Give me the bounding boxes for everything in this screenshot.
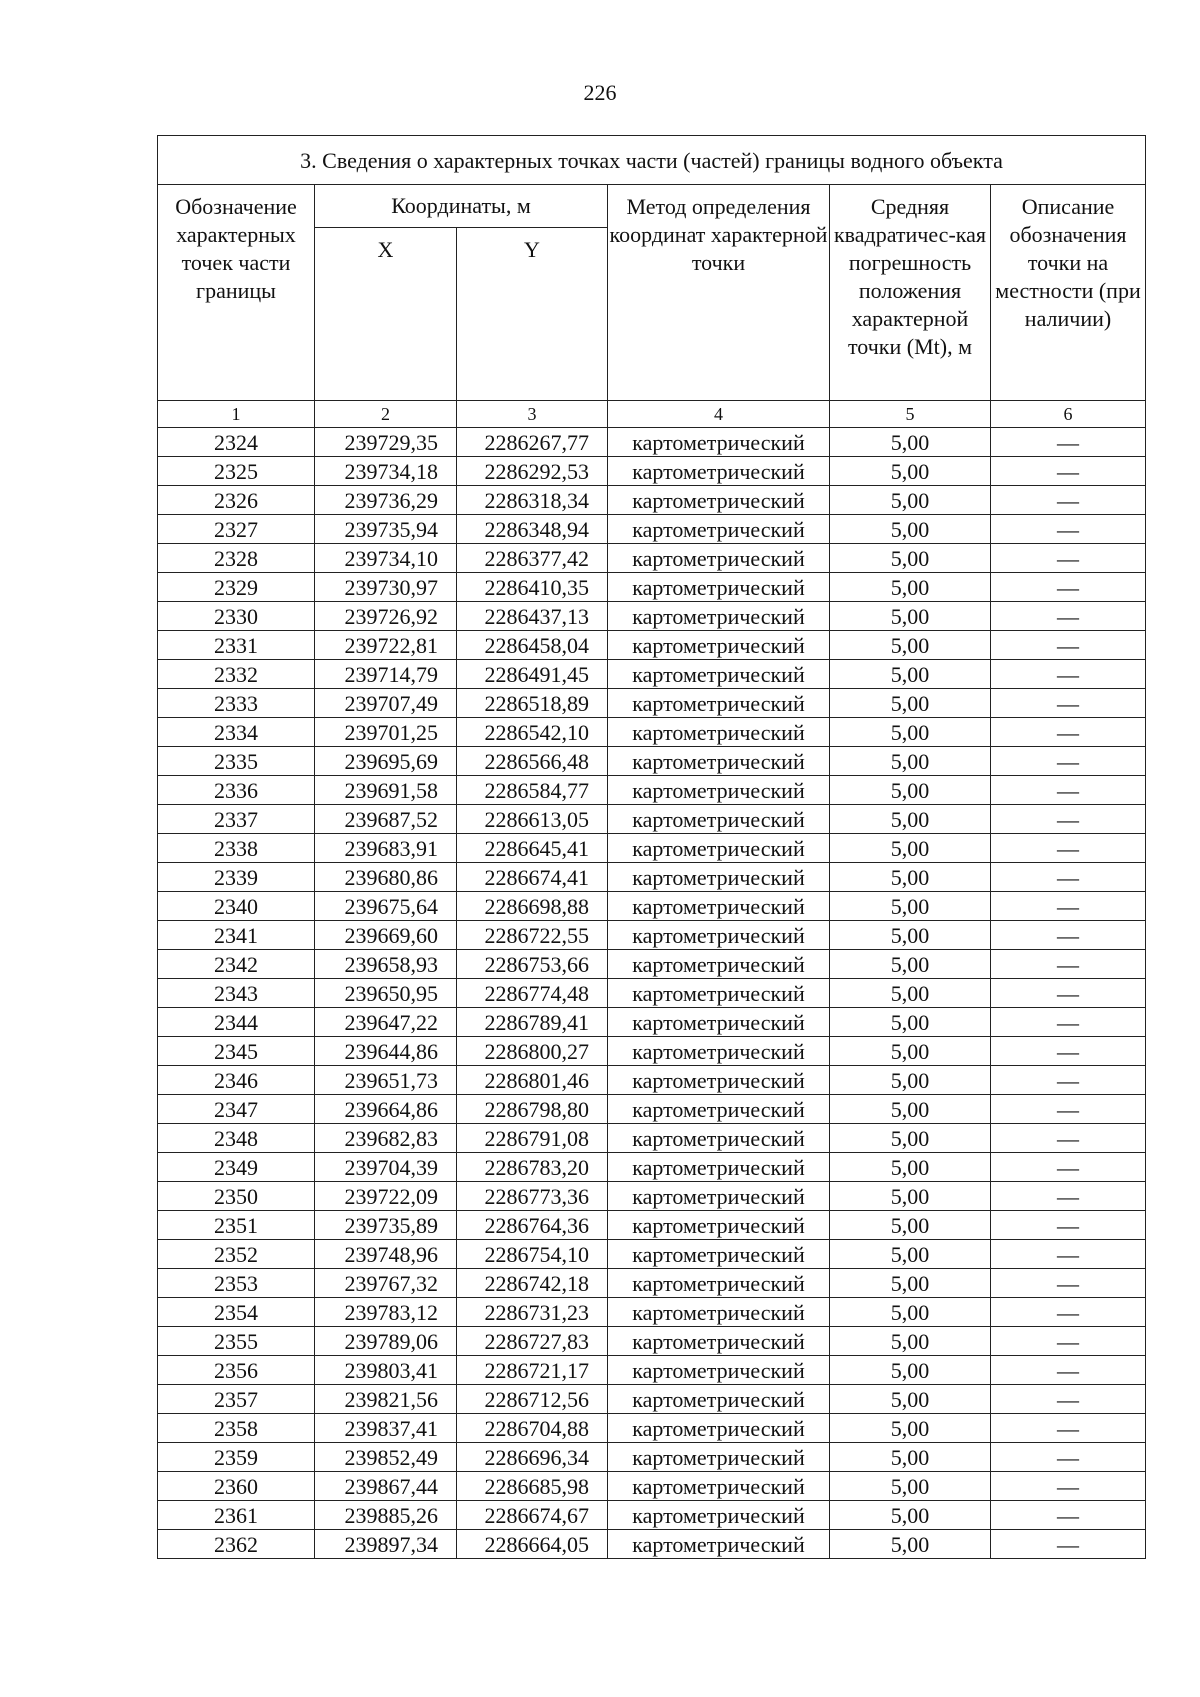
x-coordinate-cell: 239687,52 bbox=[315, 805, 457, 834]
accuracy-cell: 5,00 bbox=[830, 515, 991, 544]
description-cell: — bbox=[991, 776, 1146, 805]
y-coordinate-cell: 2286696,34 bbox=[457, 1443, 608, 1472]
method-cell: картометрический bbox=[608, 834, 830, 863]
table-row bbox=[158, 631, 1146, 660]
description-cell: — bbox=[991, 863, 1146, 892]
table-row bbox=[158, 979, 1146, 1008]
accuracy-cell: 5,00 bbox=[830, 1327, 991, 1356]
description-cell: — bbox=[991, 1327, 1146, 1356]
point-cell: 2348 bbox=[158, 1124, 315, 1153]
table-row bbox=[158, 1066, 1146, 1095]
point-cell: 2332 bbox=[158, 660, 315, 689]
method-cell: картометрический bbox=[608, 921, 830, 950]
table-row bbox=[158, 1298, 1146, 1327]
table-row bbox=[158, 1008, 1146, 1037]
table-row bbox=[158, 921, 1146, 950]
accuracy-cell: 5,00 bbox=[830, 805, 991, 834]
y-coordinate-cell: 2286318,34 bbox=[457, 486, 608, 515]
table-row bbox=[158, 1501, 1146, 1530]
y-coordinate-cell: 2286674,67 bbox=[457, 1501, 608, 1530]
table-row bbox=[158, 1269, 1146, 1298]
x-coordinate-cell: 239726,92 bbox=[315, 602, 457, 631]
description-cell: — bbox=[991, 573, 1146, 602]
y-coordinate-cell: 2286722,55 bbox=[457, 921, 608, 950]
method-cell: картометрический bbox=[608, 892, 830, 921]
point-cell: 2360 bbox=[158, 1472, 315, 1501]
method-cell: картометрический bbox=[608, 1327, 830, 1356]
method-cell: картометрический bbox=[608, 689, 830, 718]
description-cell: — bbox=[991, 747, 1146, 776]
point-cell: 2324 bbox=[158, 428, 315, 457]
y-coordinate-cell: 2286542,10 bbox=[457, 718, 608, 747]
y-coordinate-cell: 2286742,18 bbox=[457, 1269, 608, 1298]
table-row bbox=[158, 457, 1146, 486]
description-cell: — bbox=[991, 1008, 1146, 1037]
description-cell: — bbox=[991, 921, 1146, 950]
table-row bbox=[158, 1385, 1146, 1414]
table-row bbox=[158, 892, 1146, 921]
y-coordinate-cell: 2286789,41 bbox=[457, 1008, 608, 1037]
y-coordinate-cell: 2286801,46 bbox=[457, 1066, 608, 1095]
accuracy-cell: 5,00 bbox=[830, 776, 991, 805]
y-coordinate-cell: 2286377,42 bbox=[457, 544, 608, 573]
x-coordinate-cell: 239658,93 bbox=[315, 950, 457, 979]
x-coordinate-cell: 239691,58 bbox=[315, 776, 457, 805]
x-coordinate-cell: 239704,39 bbox=[315, 1153, 457, 1182]
column-number: 5 bbox=[830, 401, 991, 428]
table-row bbox=[158, 1182, 1146, 1211]
point-cell: 2351 bbox=[158, 1211, 315, 1240]
point-cell: 2361 bbox=[158, 1501, 315, 1530]
point-cell: 2349 bbox=[158, 1153, 315, 1182]
accuracy-cell: 5,00 bbox=[830, 1298, 991, 1327]
accuracy-cell: 5,00 bbox=[830, 1008, 991, 1037]
description-cell: — bbox=[991, 1269, 1146, 1298]
y-coordinate-cell: 2286712,56 bbox=[457, 1385, 608, 1414]
method-cell: картометрический bbox=[608, 979, 830, 1008]
table-row bbox=[158, 1240, 1146, 1269]
x-coordinate-cell: 239644,86 bbox=[315, 1037, 457, 1066]
method-cell: картометрический bbox=[608, 776, 830, 805]
point-cell: 2355 bbox=[158, 1327, 315, 1356]
x-coordinate-cell: 239669,60 bbox=[315, 921, 457, 950]
point-cell: 2341 bbox=[158, 921, 315, 950]
method-cell: картометрический bbox=[608, 486, 830, 515]
point-cell: 2350 bbox=[158, 1182, 315, 1211]
point-cell: 2352 bbox=[158, 1240, 315, 1269]
description-cell: — bbox=[991, 631, 1146, 660]
accuracy-cell: 5,00 bbox=[830, 1501, 991, 1530]
description-cell: — bbox=[991, 1240, 1146, 1269]
description-cell: — bbox=[991, 805, 1146, 834]
x-coordinate-cell: 239897,34 bbox=[315, 1530, 457, 1559]
table-row bbox=[158, 1414, 1146, 1443]
page-number: 226 bbox=[583, 80, 617, 105]
table-row bbox=[158, 1037, 1146, 1066]
x-coordinate-cell: 239664,86 bbox=[315, 1095, 457, 1124]
column-number: 3 bbox=[457, 401, 608, 428]
table-row bbox=[158, 834, 1146, 863]
accuracy-cell: 5,00 bbox=[830, 1356, 991, 1385]
accuracy-cell: 5,00 bbox=[830, 1124, 991, 1153]
header-point: Обозначение характерных точек части границы bbox=[158, 185, 315, 401]
description-cell: — bbox=[991, 1414, 1146, 1443]
accuracy-cell: 5,00 bbox=[830, 486, 991, 515]
accuracy-cell: 5,00 bbox=[830, 1443, 991, 1472]
accuracy-cell: 5,00 bbox=[830, 1269, 991, 1298]
y-coordinate-cell: 2286704,88 bbox=[457, 1414, 608, 1443]
description-cell: — bbox=[991, 1124, 1146, 1153]
x-coordinate-cell: 239821,56 bbox=[315, 1385, 457, 1414]
accuracy-cell: 5,00 bbox=[830, 1211, 991, 1240]
table-row bbox=[158, 1153, 1146, 1182]
method-cell: картометрический bbox=[608, 1124, 830, 1153]
table-row bbox=[158, 428, 1146, 457]
x-coordinate-cell: 239722,81 bbox=[315, 631, 457, 660]
point-cell: 2337 bbox=[158, 805, 315, 834]
point-cell: 2326 bbox=[158, 486, 315, 515]
y-coordinate-cell: 2286437,13 bbox=[457, 602, 608, 631]
x-coordinate-cell: 239701,25 bbox=[315, 718, 457, 747]
table-row bbox=[158, 805, 1146, 834]
method-cell: картометрический bbox=[608, 1414, 830, 1443]
description-cell: — bbox=[991, 1443, 1146, 1472]
table-row bbox=[158, 1443, 1146, 1472]
method-cell: картометрический bbox=[608, 1066, 830, 1095]
method-cell: картометрический bbox=[608, 1501, 830, 1530]
y-coordinate-cell: 2286754,10 bbox=[457, 1240, 608, 1269]
description-cell: — bbox=[991, 1385, 1146, 1414]
description-cell: — bbox=[991, 1356, 1146, 1385]
y-coordinate-cell: 2286518,89 bbox=[457, 689, 608, 718]
method-cell: картометрический bbox=[608, 1269, 830, 1298]
table-row bbox=[158, 1530, 1146, 1559]
method-cell: картометрический bbox=[608, 1037, 830, 1066]
x-coordinate-cell: 239683,91 bbox=[315, 834, 457, 863]
x-coordinate-cell: 239803,41 bbox=[315, 1356, 457, 1385]
accuracy-cell: 5,00 bbox=[830, 1240, 991, 1269]
method-cell: картометрический bbox=[608, 1443, 830, 1472]
point-cell: 2357 bbox=[158, 1385, 315, 1414]
table-row bbox=[158, 544, 1146, 573]
method-cell: картометрический bbox=[608, 1153, 830, 1182]
point-cell: 2346 bbox=[158, 1066, 315, 1095]
description-cell: — bbox=[991, 689, 1146, 718]
column-number: 4 bbox=[608, 401, 830, 428]
method-cell: картометрический bbox=[608, 1211, 830, 1240]
y-coordinate-cell: 2286674,41 bbox=[457, 863, 608, 892]
description-cell: — bbox=[991, 1182, 1146, 1211]
accuracy-cell: 5,00 bbox=[830, 1153, 991, 1182]
method-cell: картометрический bbox=[608, 1008, 830, 1037]
accuracy-cell: 5,00 bbox=[830, 660, 991, 689]
description-cell: — bbox=[991, 515, 1146, 544]
x-coordinate-cell: 239730,97 bbox=[315, 573, 457, 602]
accuracy-cell: 5,00 bbox=[830, 689, 991, 718]
x-coordinate-cell: 239651,73 bbox=[315, 1066, 457, 1095]
x-coordinate-cell: 239837,41 bbox=[315, 1414, 457, 1443]
method-cell: картометрический bbox=[608, 1385, 830, 1414]
method-cell: картометрический bbox=[608, 544, 830, 573]
accuracy-cell: 5,00 bbox=[830, 1414, 991, 1443]
method-cell: картометрический bbox=[608, 950, 830, 979]
table-row bbox=[158, 1095, 1146, 1124]
y-coordinate-cell: 2286753,66 bbox=[457, 950, 608, 979]
y-coordinate-cell: 2286566,48 bbox=[457, 747, 608, 776]
x-coordinate-cell: 239736,29 bbox=[315, 486, 457, 515]
table-body bbox=[158, 428, 1146, 1559]
column-number: 6 bbox=[991, 401, 1146, 428]
x-coordinate-cell: 239783,12 bbox=[315, 1298, 457, 1327]
description-cell: — bbox=[991, 428, 1146, 457]
description-cell: — bbox=[991, 1501, 1146, 1530]
point-cell: 2345 bbox=[158, 1037, 315, 1066]
description-cell: — bbox=[991, 602, 1146, 631]
point-cell: 2347 bbox=[158, 1095, 315, 1124]
point-cell: 2344 bbox=[158, 1008, 315, 1037]
point-cell: 2329 bbox=[158, 573, 315, 602]
table-row bbox=[158, 486, 1146, 515]
x-coordinate-cell: 239722,09 bbox=[315, 1182, 457, 1211]
y-coordinate-cell: 2286721,17 bbox=[457, 1356, 608, 1385]
x-coordinate-cell: 239647,22 bbox=[315, 1008, 457, 1037]
y-coordinate-cell: 2286292,53 bbox=[457, 457, 608, 486]
accuracy-cell: 5,00 bbox=[830, 631, 991, 660]
accuracy-cell: 5,00 bbox=[830, 602, 991, 631]
description-cell: — bbox=[991, 486, 1146, 515]
accuracy-cell: 5,00 bbox=[830, 950, 991, 979]
method-cell: картометрический bbox=[608, 660, 830, 689]
table-row bbox=[158, 602, 1146, 631]
y-coordinate-cell: 2286491,45 bbox=[457, 660, 608, 689]
description-cell: — bbox=[991, 892, 1146, 921]
method-cell: картометрический bbox=[608, 1240, 830, 1269]
description-cell: — bbox=[991, 457, 1146, 486]
method-cell: картометрический bbox=[608, 1298, 830, 1327]
table-row bbox=[158, 1327, 1146, 1356]
description-cell: — bbox=[991, 1298, 1146, 1327]
y-coordinate-cell: 2286774,48 bbox=[457, 979, 608, 1008]
method-cell: картометрический bbox=[608, 1530, 830, 1559]
y-coordinate-cell: 2286773,36 bbox=[457, 1182, 608, 1211]
description-cell: — bbox=[991, 1153, 1146, 1182]
description-cell: — bbox=[991, 1211, 1146, 1240]
method-cell: картометрический bbox=[608, 602, 830, 631]
boundary-points-table bbox=[157, 135, 1146, 1559]
y-coordinate-cell: 2286410,35 bbox=[457, 573, 608, 602]
description-cell: — bbox=[991, 1037, 1146, 1066]
y-coordinate-cell: 2286613,05 bbox=[457, 805, 608, 834]
header-coordinates: Координаты, м bbox=[315, 185, 608, 228]
x-coordinate-cell: 239734,10 bbox=[315, 544, 457, 573]
table-row bbox=[158, 689, 1146, 718]
accuracy-cell: 5,00 bbox=[830, 747, 991, 776]
table-row bbox=[158, 950, 1146, 979]
point-cell: 2359 bbox=[158, 1443, 315, 1472]
table-row bbox=[158, 1472, 1146, 1501]
accuracy-cell: 5,00 bbox=[830, 979, 991, 1008]
accuracy-cell: 5,00 bbox=[830, 1095, 991, 1124]
point-cell: 2362 bbox=[158, 1530, 315, 1559]
accuracy-cell: 5,00 bbox=[830, 1037, 991, 1066]
y-coordinate-cell: 2286698,88 bbox=[457, 892, 608, 921]
x-coordinate-cell: 239735,94 bbox=[315, 515, 457, 544]
y-coordinate-cell: 2286783,20 bbox=[457, 1153, 608, 1182]
accuracy-cell: 5,00 bbox=[830, 1066, 991, 1095]
method-cell: картометрический bbox=[608, 1472, 830, 1501]
x-coordinate-cell: 239675,64 bbox=[315, 892, 457, 921]
x-coordinate-cell: 239852,49 bbox=[315, 1443, 457, 1472]
accuracy-cell: 5,00 bbox=[830, 1385, 991, 1414]
description-cell: — bbox=[991, 1472, 1146, 1501]
description-cell: — bbox=[991, 1095, 1146, 1124]
point-cell: 2325 bbox=[158, 457, 315, 486]
y-coordinate-cell: 2286458,04 bbox=[457, 631, 608, 660]
description-cell: — bbox=[991, 718, 1146, 747]
method-cell: картометрический bbox=[608, 863, 830, 892]
method-cell: картометрический bbox=[608, 747, 830, 776]
accuracy-cell: 5,00 bbox=[830, 863, 991, 892]
y-coordinate-cell: 2286764,36 bbox=[457, 1211, 608, 1240]
x-coordinate-cell: 239735,89 bbox=[315, 1211, 457, 1240]
accuracy-cell: 5,00 bbox=[830, 428, 991, 457]
method-cell: картометрический bbox=[608, 457, 830, 486]
method-cell: картометрический bbox=[608, 805, 830, 834]
point-cell: 2330 bbox=[158, 602, 315, 631]
x-coordinate-cell: 239650,95 bbox=[315, 979, 457, 1008]
x-coordinate-cell: 239707,49 bbox=[315, 689, 457, 718]
point-cell: 2336 bbox=[158, 776, 315, 805]
x-coordinate-cell: 239682,83 bbox=[315, 1124, 457, 1153]
accuracy-cell: 5,00 bbox=[830, 457, 991, 486]
table-row bbox=[158, 747, 1146, 776]
x-coordinate-cell: 239748,96 bbox=[315, 1240, 457, 1269]
y-coordinate-cell: 2286664,05 bbox=[457, 1530, 608, 1559]
point-cell: 2327 bbox=[158, 515, 315, 544]
header-accuracy: Средняя квадратичес-кая погрешность положения характерной точки (Mt), м bbox=[830, 185, 991, 401]
method-cell: картометрический bbox=[608, 1095, 830, 1124]
header-x: X bbox=[315, 228, 457, 401]
method-cell: картометрический bbox=[608, 631, 830, 660]
y-coordinate-cell: 2286800,27 bbox=[457, 1037, 608, 1066]
point-cell: 2335 bbox=[158, 747, 315, 776]
point-cell: 2358 bbox=[158, 1414, 315, 1443]
description-cell: — bbox=[991, 544, 1146, 573]
x-coordinate-cell: 239885,26 bbox=[315, 1501, 457, 1530]
accuracy-cell: 5,00 bbox=[830, 718, 991, 747]
point-cell: 2354 bbox=[158, 1298, 315, 1327]
table-row bbox=[158, 863, 1146, 892]
point-cell: 2356 bbox=[158, 1356, 315, 1385]
table-row bbox=[158, 515, 1146, 544]
y-coordinate-cell: 2286584,77 bbox=[457, 776, 608, 805]
table-row bbox=[158, 776, 1146, 805]
x-coordinate-cell: 239767,32 bbox=[315, 1269, 457, 1298]
accuracy-cell: 5,00 bbox=[830, 1182, 991, 1211]
x-coordinate-cell: 239729,35 bbox=[315, 428, 457, 457]
point-cell: 2343 bbox=[158, 979, 315, 1008]
point-cell: 2333 bbox=[158, 689, 315, 718]
point-cell: 2340 bbox=[158, 892, 315, 921]
point-cell: 2331 bbox=[158, 631, 315, 660]
x-coordinate-cell: 239695,69 bbox=[315, 747, 457, 776]
point-cell: 2328 bbox=[158, 544, 315, 573]
accuracy-cell: 5,00 bbox=[830, 1530, 991, 1559]
description-cell: — bbox=[991, 660, 1146, 689]
header-description: Описание обозначения точки на местности (при наличии) bbox=[991, 185, 1146, 401]
method-cell: картометрический bbox=[608, 428, 830, 457]
y-coordinate-cell: 2286791,08 bbox=[457, 1124, 608, 1153]
point-cell: 2342 bbox=[158, 950, 315, 979]
x-coordinate-cell: 239734,18 bbox=[315, 457, 457, 486]
accuracy-cell: 5,00 bbox=[830, 1472, 991, 1501]
table-row bbox=[158, 1211, 1146, 1240]
accuracy-cell: 5,00 bbox=[830, 544, 991, 573]
accuracy-cell: 5,00 bbox=[830, 573, 991, 602]
description-cell: — bbox=[991, 1066, 1146, 1095]
y-coordinate-cell: 2286645,41 bbox=[457, 834, 608, 863]
table-row bbox=[158, 1356, 1146, 1385]
point-cell: 2338 bbox=[158, 834, 315, 863]
method-cell: картометрический bbox=[608, 1356, 830, 1385]
x-coordinate-cell: 239680,86 bbox=[315, 863, 457, 892]
point-cell: 2339 bbox=[158, 863, 315, 892]
y-coordinate-cell: 2286267,77 bbox=[457, 428, 608, 457]
column-number: 2 bbox=[315, 401, 457, 428]
table-title: 3. Сведения о характерных точках части (частей) границы водного объекта bbox=[158, 136, 1146, 185]
table-row bbox=[158, 573, 1146, 602]
column-number: 1 bbox=[158, 401, 315, 428]
table-row bbox=[158, 718, 1146, 747]
description-cell: — bbox=[991, 979, 1146, 1008]
x-coordinate-cell: 239867,44 bbox=[315, 1472, 457, 1501]
point-cell: 2353 bbox=[158, 1269, 315, 1298]
x-coordinate-cell: 239789,06 bbox=[315, 1327, 457, 1356]
method-cell: картометрический bbox=[608, 718, 830, 747]
y-coordinate-cell: 2286798,80 bbox=[457, 1095, 608, 1124]
table-row bbox=[158, 660, 1146, 689]
x-coordinate-cell: 239714,79 bbox=[315, 660, 457, 689]
y-coordinate-cell: 2286685,98 bbox=[457, 1472, 608, 1501]
column-number-row bbox=[158, 401, 1146, 428]
method-cell: картометрический bbox=[608, 515, 830, 544]
y-coordinate-cell: 2286727,83 bbox=[457, 1327, 608, 1356]
table-row bbox=[158, 1124, 1146, 1153]
method-cell: картометрический bbox=[608, 1182, 830, 1211]
y-coordinate-cell: 2286348,94 bbox=[457, 515, 608, 544]
description-cell: — bbox=[991, 1530, 1146, 1559]
point-cell: 2334 bbox=[158, 718, 315, 747]
accuracy-cell: 5,00 bbox=[830, 834, 991, 863]
description-cell: — bbox=[991, 834, 1146, 863]
description-cell: — bbox=[991, 950, 1146, 979]
header-method: Метод определения координат характерной точки bbox=[608, 185, 830, 401]
accuracy-cell: 5,00 bbox=[830, 921, 991, 950]
y-coordinate-cell: 2286731,23 bbox=[457, 1298, 608, 1327]
accuracy-cell: 5,00 bbox=[830, 892, 991, 921]
method-cell: картометрический bbox=[608, 573, 830, 602]
header-y: Y bbox=[457, 228, 608, 401]
